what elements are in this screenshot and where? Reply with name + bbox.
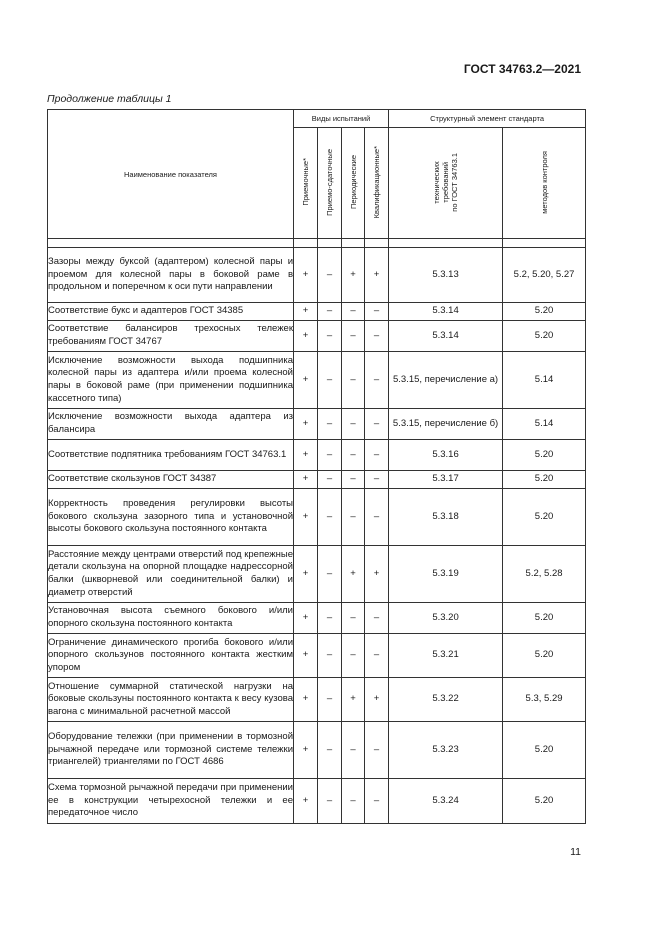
col-header-delivery: Приемо-сдаточные (318, 128, 342, 239)
mark-qualification: + (365, 248, 389, 303)
mark-periodic: + (342, 546, 365, 603)
mark-periodic: – (342, 634, 365, 678)
row-name: Схема тормозной рычажной передачи при применении ее в конструкции четырехосной тележки и ее передаточное число (48, 779, 294, 824)
col-header-name: Наименование показателя (48, 110, 294, 239)
control-method-ref: 5.2, 5.28 (503, 546, 586, 603)
col-header-acceptance: Приемочные* (294, 128, 318, 239)
row-name: Исключение возможности выхода адаптера из балансира (48, 409, 294, 440)
mark-acceptance: + (294, 409, 318, 440)
mark-acceptance: + (294, 634, 318, 678)
row-name: Соответствие букс и адаптеров ГОСТ 34385 (48, 303, 294, 321)
row-name: Соответствие скользунов ГОСТ 34387 (48, 471, 294, 489)
control-method-ref: 5.20 (503, 634, 586, 678)
table-row (48, 440, 586, 471)
mark-periodic: – (342, 321, 365, 352)
specification-table (47, 109, 586, 824)
tech-requirement-ref: 5.3.22 (389, 678, 503, 722)
mark-qualification: – (365, 352, 389, 409)
control-method-ref: 5.2, 5.20, 5.27 (503, 248, 586, 303)
tech-requirement-ref: 5.3.16 (389, 440, 503, 471)
mark-qualification: – (365, 321, 389, 352)
mark-periodic: + (342, 248, 365, 303)
table-row (48, 634, 586, 678)
row-name: Расстояние между центрами отверстий под крепежные детали скользуна на опорной площадке надрессорной балки (шкворневой или соединительной балки) и диаметр отверстий (48, 546, 294, 603)
table-caption: Продолжение таблицы 1 (47, 93, 172, 105)
tech-requirement-ref: 5.3.23 (389, 722, 503, 779)
mark-qualification: + (365, 678, 389, 722)
mark-periodic: – (342, 440, 365, 471)
mark-qualification: – (365, 603, 389, 634)
col-header-tech-requirements: технических требований по ГОСТ 34763.1 (389, 128, 503, 239)
tech-requirement-ref: 5.3.13 (389, 248, 503, 303)
table-row (48, 248, 586, 303)
table-row (48, 546, 586, 603)
mark-periodic: – (342, 352, 365, 409)
col-header-qualification: Квалификационные* (365, 128, 389, 239)
control-method-ref: 5.14 (503, 409, 586, 440)
row-name: Корректность проведения регулировки высоты бокового скользуна зазорного типа и установочной высоты бокового скользуна постоянного контакта (48, 489, 294, 546)
col-header-control-methods: методов контроля (503, 128, 586, 239)
tech-requirement-ref: 5.3.24 (389, 779, 503, 824)
control-method-ref: 5.20 (503, 489, 586, 546)
mark-acceptance: + (294, 678, 318, 722)
mark-periodic: – (342, 471, 365, 489)
mark-qualification: – (365, 471, 389, 489)
mark-qualification: – (365, 722, 389, 779)
row-name: Ограничение динамического прогиба бокового и/или опорного скользунов постоянного контакта жестким упором (48, 634, 294, 678)
row-name: Отношение суммарной статической нагрузки на боковые скользуны постоянного контакта к весу кузова вагона с минимальной расчетной массой (48, 678, 294, 722)
mark-qualification: – (365, 634, 389, 678)
tech-requirement-ref: 5.3.14 (389, 321, 503, 352)
mark-delivery: – (318, 248, 342, 303)
header-spacer-row (48, 239, 586, 248)
mark-qualification: – (365, 409, 389, 440)
mark-qualification: – (365, 489, 389, 546)
mark-delivery: – (318, 546, 342, 603)
col-group-structural-element: Структурный элемент стандарта (389, 110, 586, 128)
row-name: Исключение возможности выхода подшипника колесной пары из адаптера и/или проема колесной пары в боковой раме (при применении подшипника кассетного типа) (48, 352, 294, 409)
table-row (48, 303, 586, 321)
control-method-ref: 5.20 (503, 303, 586, 321)
table-row (48, 352, 586, 409)
mark-delivery: – (318, 321, 342, 352)
table-row (48, 678, 586, 722)
mark-acceptance: + (294, 779, 318, 824)
mark-acceptance: + (294, 603, 318, 634)
row-name: Зазоры между буксой (адаптером) колесной пары и проемом для колесной пары в боковой раме в продольном и поперечном к оси пути направлении (48, 248, 294, 303)
document-code: ГОСТ 34763.2—2021 (463, 62, 581, 76)
mark-periodic: – (342, 303, 365, 321)
mark-delivery: – (318, 409, 342, 440)
tech-requirement-ref: 5.3.18 (389, 489, 503, 546)
row-name: Соответствие балансиров трехосных тележек требованиям ГОСТ 34767 (48, 321, 294, 352)
tech-requirement-ref: 5.3.20 (389, 603, 503, 634)
mark-acceptance: + (294, 489, 318, 546)
row-name: Установочная высота съемного бокового и/или опорного скользуна постоянного контакта (48, 603, 294, 634)
mark-delivery: – (318, 678, 342, 722)
table-row (48, 321, 586, 352)
mark-delivery: – (318, 440, 342, 471)
tech-requirement-ref: 5.3.17 (389, 471, 503, 489)
table-row (48, 722, 586, 779)
mark-qualification: – (365, 440, 389, 471)
row-name: Оборудование тележки (при применении в тормозной рычажной передаче или тормозной системе тележки триангелей) триангелями по ГОСТ 4686 (48, 722, 294, 779)
control-method-ref: 5.20 (503, 440, 586, 471)
row-name: Соответствие подпятника требованиям ГОСТ 34763.1 (48, 440, 294, 471)
mark-periodic: – (342, 603, 365, 634)
page-number: 11 (570, 846, 581, 858)
mark-acceptance: + (294, 471, 318, 489)
mark-delivery: – (318, 634, 342, 678)
tech-requirement-ref: 5.3.15, перечисление а) (389, 352, 503, 409)
mark-delivery: – (318, 471, 342, 489)
mark-qualification: – (365, 303, 389, 321)
mark-delivery: – (318, 352, 342, 409)
control-method-ref: 5.3, 5.29 (503, 678, 586, 722)
mark-delivery: – (318, 722, 342, 779)
tech-requirement-ref: 5.3.21 (389, 634, 503, 678)
tech-requirement-ref: 5.3.14 (389, 303, 503, 321)
mark-acceptance: + (294, 248, 318, 303)
control-method-ref: 5.20 (503, 321, 586, 352)
control-method-ref: 5.20 (503, 722, 586, 779)
control-method-ref: 5.14 (503, 352, 586, 409)
mark-qualification: + (365, 546, 389, 603)
mark-acceptance: + (294, 546, 318, 603)
mark-delivery: – (318, 779, 342, 824)
table-row (48, 471, 586, 489)
table-row (48, 779, 586, 824)
mark-periodic: – (342, 489, 365, 546)
mark-delivery: – (318, 303, 342, 321)
mark-periodic: – (342, 409, 365, 440)
mark-periodic: – (342, 722, 365, 779)
table-row (48, 409, 586, 440)
mark-acceptance: + (294, 321, 318, 352)
control-method-ref: 5.20 (503, 603, 586, 634)
mark-delivery: – (318, 603, 342, 634)
mark-qualification: – (365, 779, 389, 824)
mark-periodic: – (342, 779, 365, 824)
table-row (48, 603, 586, 634)
col-group-test-types: Виды испытаний (294, 110, 389, 128)
mark-delivery: – (318, 489, 342, 546)
mark-periodic: + (342, 678, 365, 722)
tech-requirement-ref: 5.3.15, перечисление б) (389, 409, 503, 440)
mark-acceptance: + (294, 440, 318, 471)
col-header-periodic: Периодические (342, 128, 365, 239)
control-method-ref: 5.20 (503, 779, 586, 824)
mark-acceptance: + (294, 352, 318, 409)
table-row (48, 489, 586, 546)
mark-acceptance: + (294, 722, 318, 779)
mark-acceptance: + (294, 303, 318, 321)
control-method-ref: 5.20 (503, 471, 586, 489)
tech-requirement-ref: 5.3.19 (389, 546, 503, 603)
